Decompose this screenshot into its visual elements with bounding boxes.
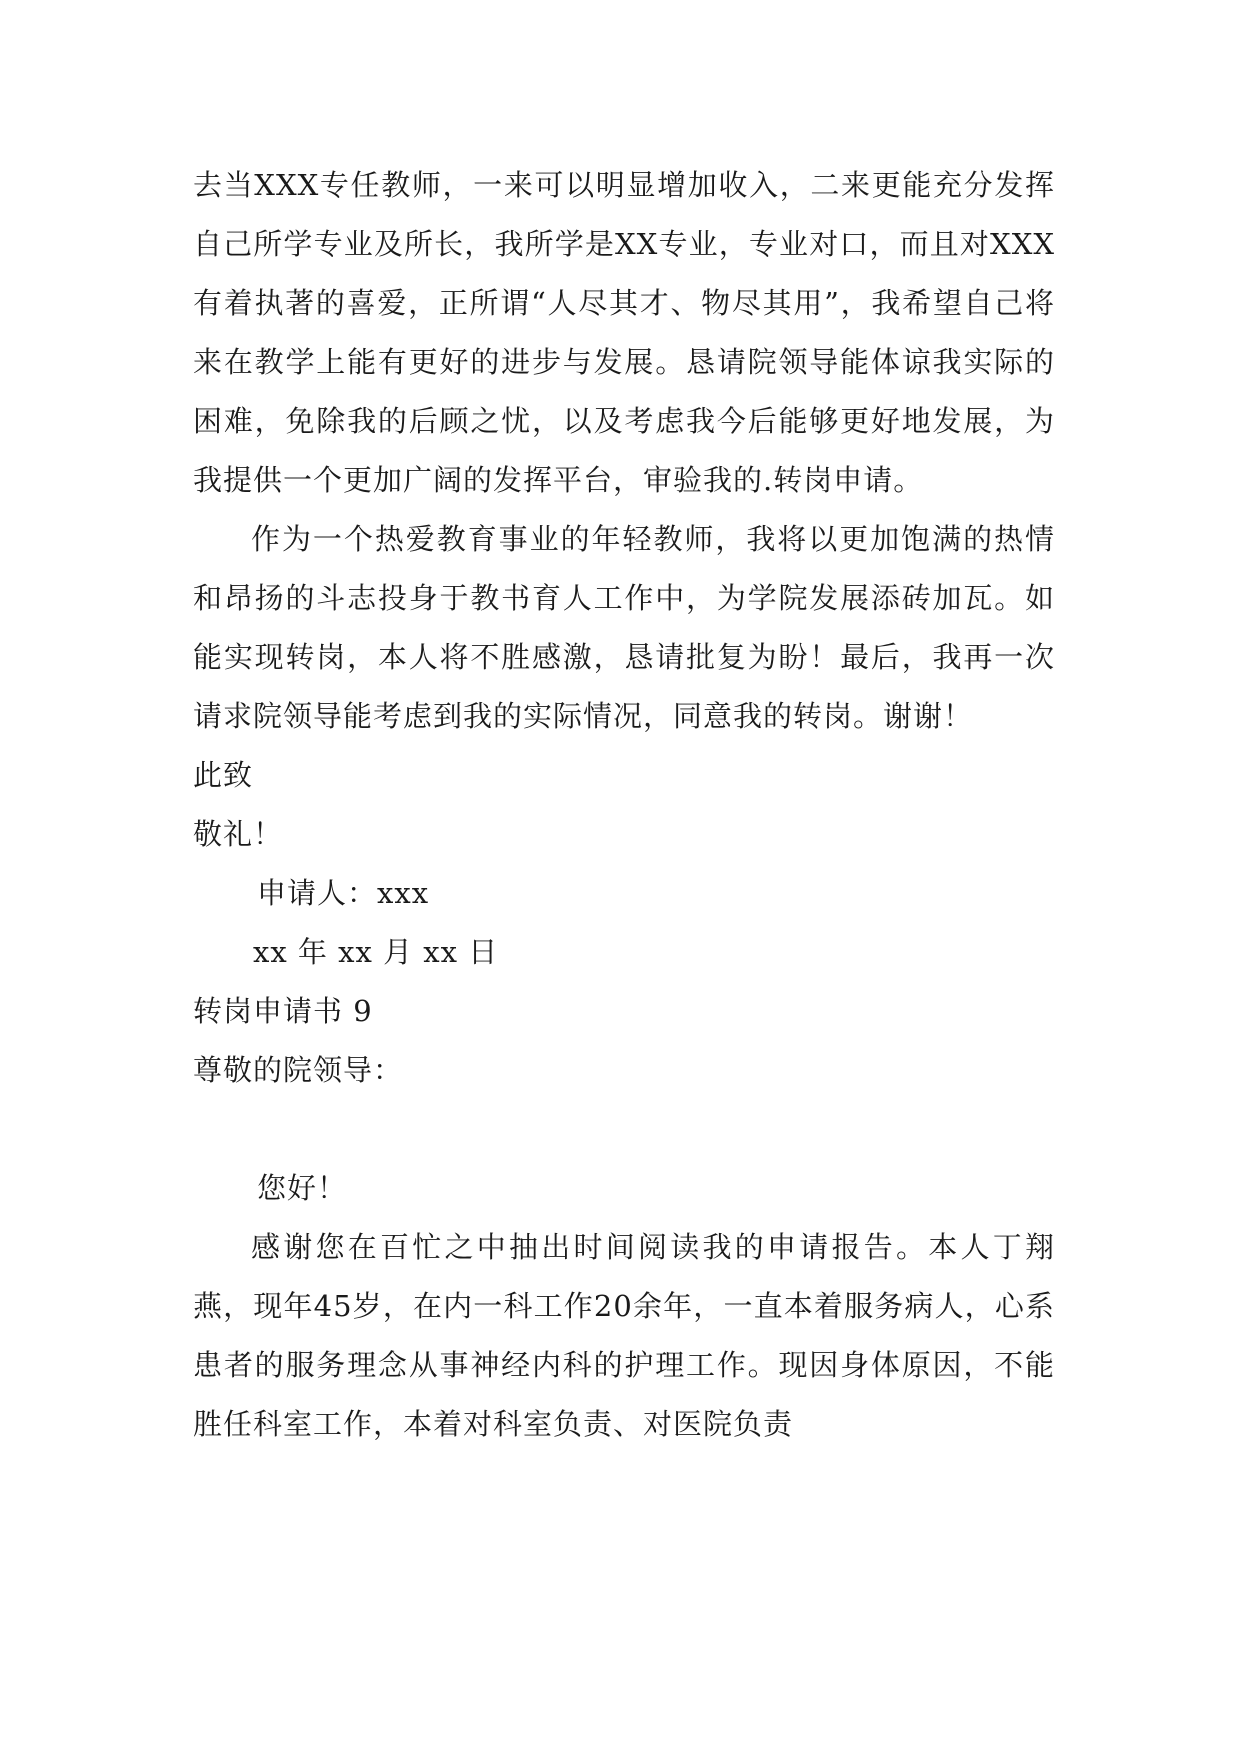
document-body [193, 156, 1055, 1454]
closing-line-1: 此致 [193, 758, 254, 792]
paragraph-transfer-reason: 去当XXX专任教师，一来可以明显增加收入，二来更能充分发挥自己所学专业及所长，我所学是XX专业，专业对口，而且对XXX有着执著的喜爱，正所谓“人尽其才、物尽其用”，我希望自己将来在教学上能有更好的进步与发展。恳请院领导能体谅我实际的困难，免除我的后顾之忧，以及考虑我今后能够更好地发展，为我提供一个更加广阔的发挥平台，审验我的.转岗申请。 [193, 168, 1055, 497]
salutation: 尊敬的院领导： [193, 1053, 404, 1087]
signature-date: xx 年 xx 月 xx 日 [253, 935, 499, 969]
section-title: 转岗申请书 9 [193, 994, 373, 1028]
paragraph-introduction: 感谢您在百忙之中抽出时间阅读我的申请报告。本人丁翔燕，现年45岁，在内一科工作20余年，一直本着服务病人，心系患者的服务理念从事神经内科的护理工作。现因身体原因，不能胜任科室工作，本着对科室负责、对医院负责 [193, 1230, 1055, 1441]
greeting: 您好！ [257, 1171, 348, 1205]
paragraph-commitment: 作为一个热爱教育事业的年轻教师，我将以更加饱满的热情和昂扬的斗志投身于教书育人工作中，为学院发展添砖加瓦。如能实现转岗，本人将不胜感激，恳请批复为盼！最后，我再一次请求院领导能考虑到我的实际情况，同意我的转岗。谢谢！ [193, 522, 1055, 733]
closing-line-2: 敬礼！ [193, 817, 284, 851]
signature-applicant: 申请人：xxx [257, 876, 430, 910]
blank-line [193, 1100, 1055, 1159]
